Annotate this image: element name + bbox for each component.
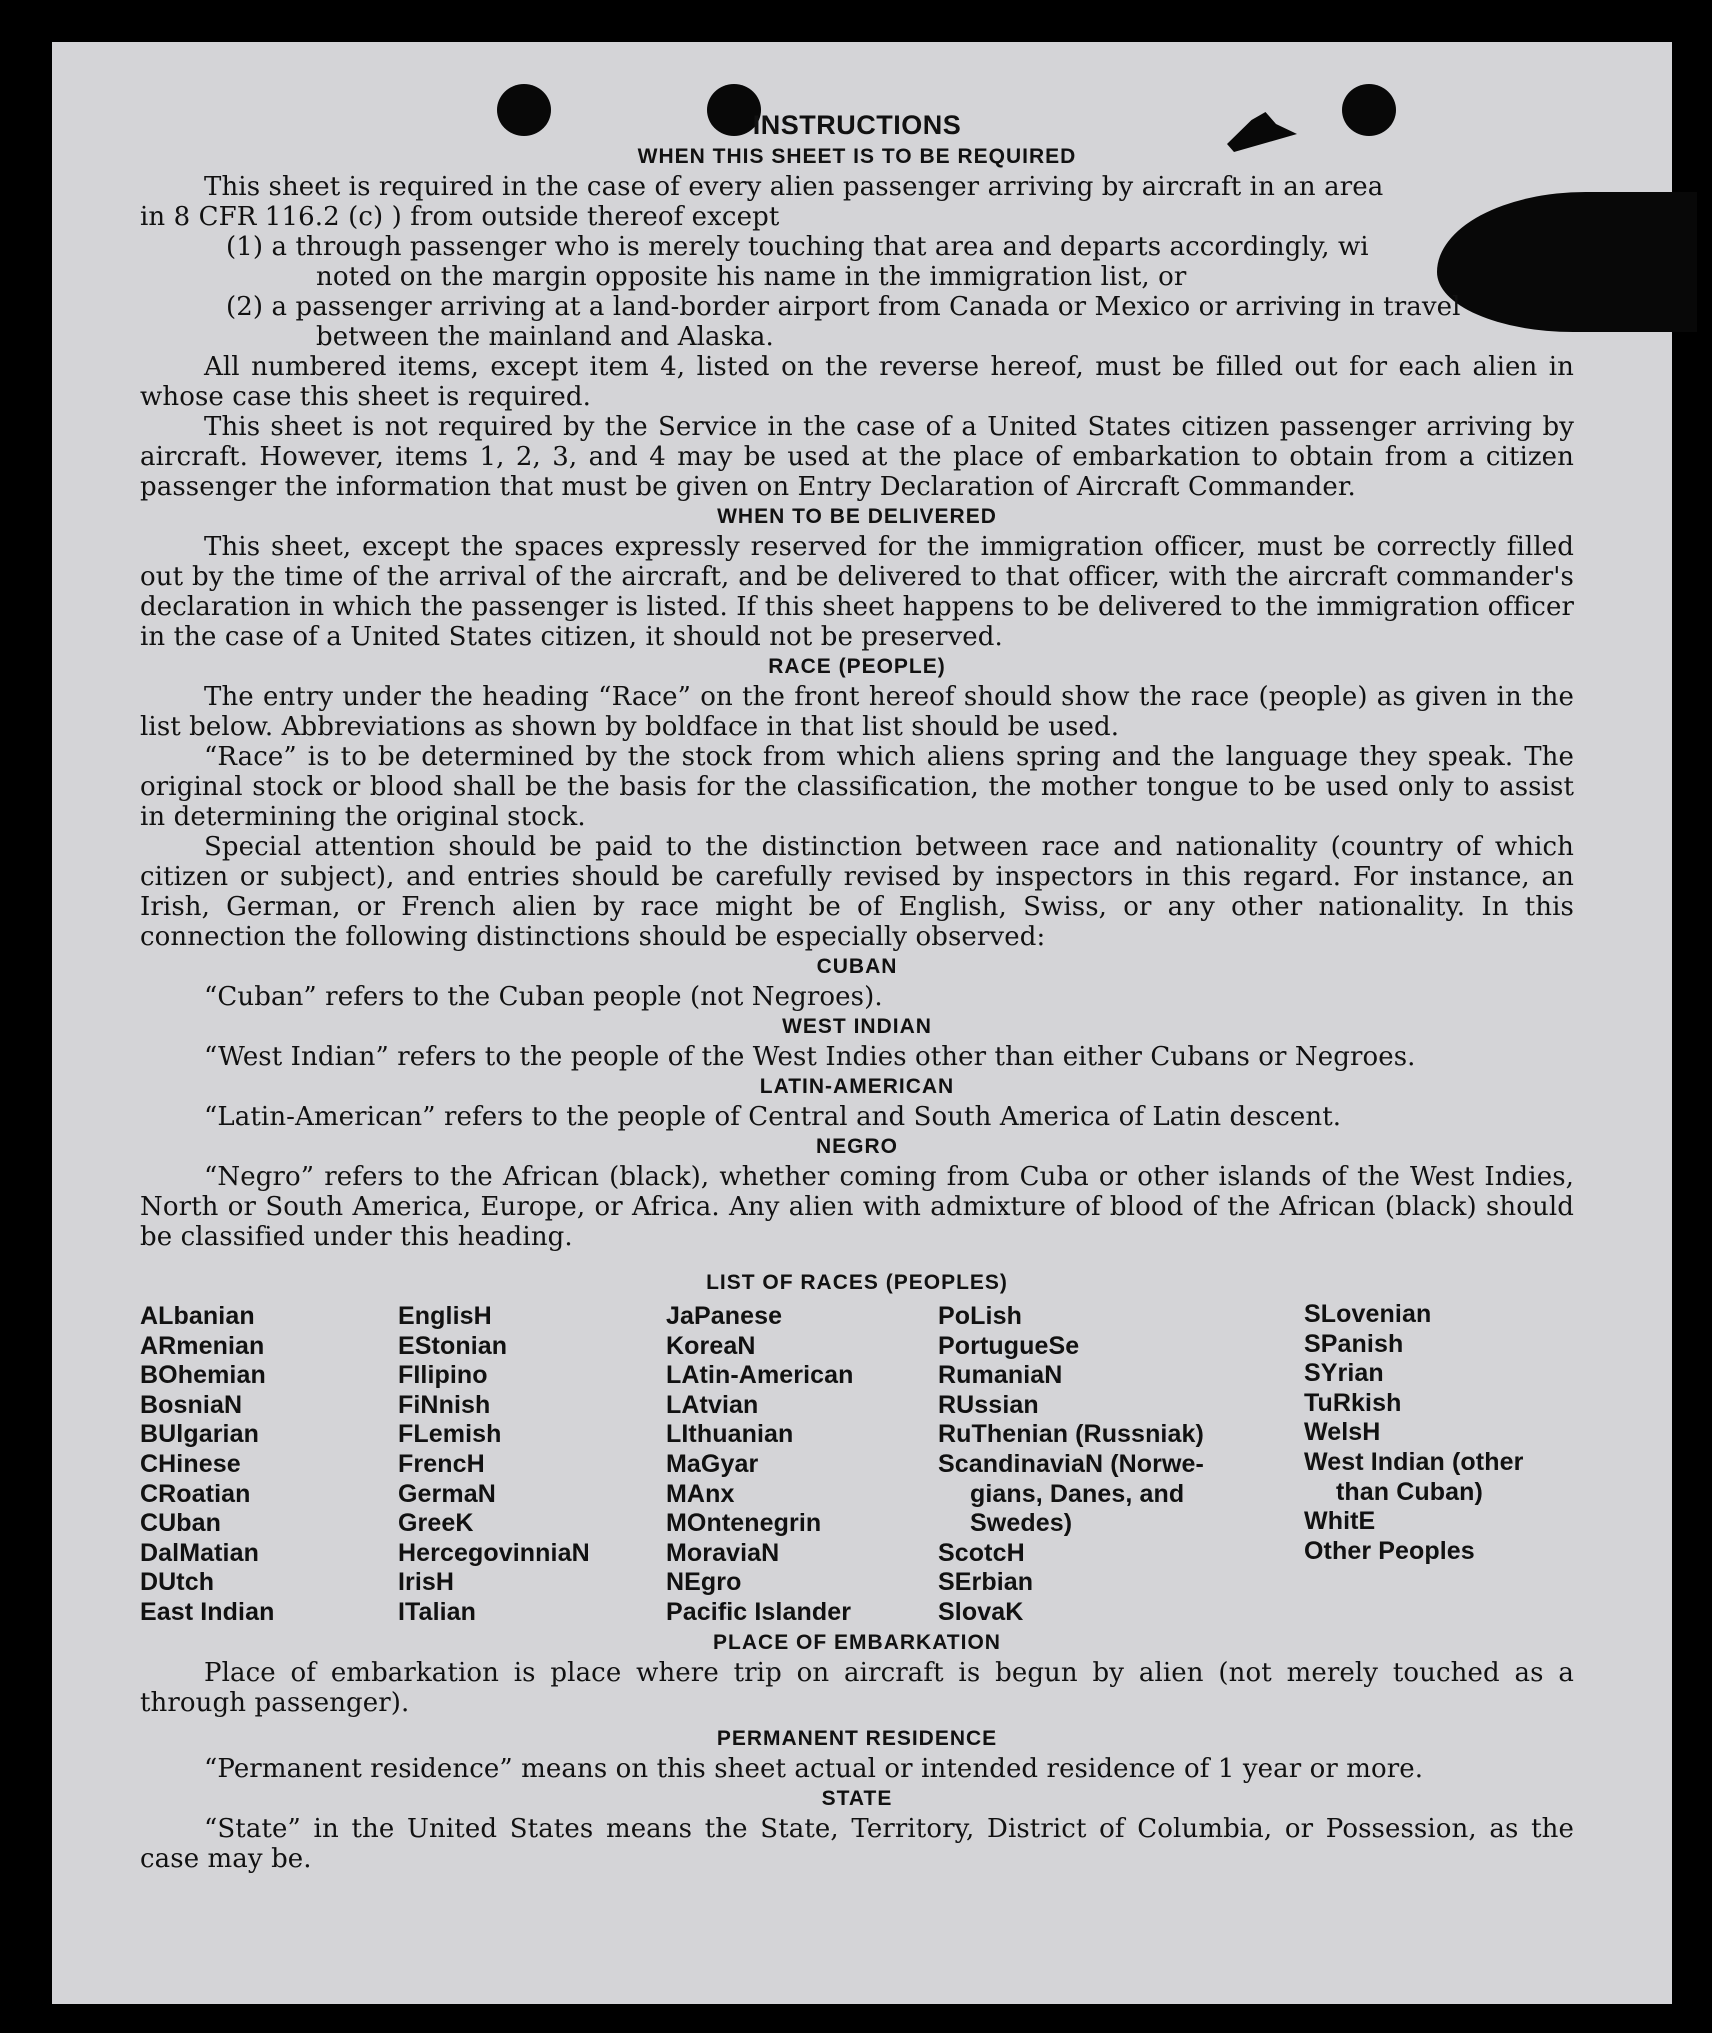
race-entry-continuation: gians, Danes, and <box>970 1479 1185 1508</box>
list-item: (2) a passenger arriving at a land-border airport from Canada or Mexico or arriving in travel <box>226 292 1461 322</box>
race-entry: WelsH <box>1304 1418 1381 1447</box>
section-heading-race: RACE (PEOPLE) <box>768 655 946 678</box>
race-entry: BosniaN <box>140 1390 243 1419</box>
race-entry: SlovaK <box>938 1597 1024 1626</box>
race-entry: Pacific Islander <box>666 1597 852 1626</box>
section-heading-state: STATE <box>821 1786 893 1810</box>
race-entry: KoreaN <box>666 1331 756 1360</box>
paragraph: “West Indian” refers to the people of the West Indies other than either Cubans or Negroes. <box>204 1042 1416 1072</box>
race-entry: EStonian <box>398 1331 508 1360</box>
section-heading-embarkation: PLACE OF EMBARKATION <box>713 1630 1001 1654</box>
paragraph: “Race” is to be determined by the stock from which aliens spring and the language they speak. The original stock or blood shall be the basis for the classification, the mother tongue to be used only to assist in determining the original stock. <box>140 742 1574 832</box>
race-entry: SPanish <box>1304 1329 1404 1358</box>
race-entry: GreeK <box>398 1509 474 1538</box>
race-entry: SErbian <box>938 1568 1034 1597</box>
race-entry: LIthuanian <box>666 1420 794 1449</box>
section-heading-permanent-residence: PERMANENT RESIDENCE <box>716 1726 998 1750</box>
paragraph: in 8 CFR 116.2 (c) ) from outside thereof except <box>140 202 780 232</box>
race-entry-continuation: than Cuban) <box>1336 1477 1483 1506</box>
race-entry: FiNnish <box>398 1390 491 1419</box>
race-entry: MOntenegrin <box>666 1509 822 1538</box>
race-entry-continuation: Swedes) <box>970 1509 1073 1538</box>
paragraph: Special attention should be paid to the distinction between race and nationality (country of which citizen or subject), and entries should be carefully revised by inspectors in this regard. For instance, an Irish, German, or French alien by race might be of English, Swiss, or any other nationality. In this connection the following distinctions should be especially observed: <box>140 832 1574 952</box>
race-entry: IrisH <box>398 1568 455 1597</box>
race-entry: PoLish <box>938 1302 1022 1330</box>
race-entry: BOhemian <box>140 1361 266 1390</box>
race-entry: ScandinaviaN (Norwe- <box>938 1449 1204 1478</box>
section-heading-list-of-races: LIST OF RACES (PEOPLES) <box>706 1271 1008 1294</box>
race-column <box>140 1302 398 1628</box>
section-heading-cuban: CUBAN <box>816 955 898 978</box>
race-entry: LAtvian <box>666 1390 759 1419</box>
section-heading-west-indian: WEST INDIAN <box>782 1015 932 1038</box>
race-column <box>398 1302 666 1628</box>
list-item-continuation: between the mainland and Alaska. <box>316 322 774 352</box>
race-entry: BUlgarian <box>140 1420 259 1449</box>
race-entry: TuRkish <box>1304 1388 1402 1417</box>
race-entry: SLovenian <box>1304 1300 1432 1328</box>
list-item: (1) a through passenger who is merely touching that area and departs accordingly, wi <box>226 232 1369 262</box>
race-entry: CHinese <box>140 1449 241 1478</box>
race-list <box>140 1302 1574 1628</box>
race-entry: SYrian <box>1304 1359 1384 1388</box>
race-entry: ScotcH <box>938 1538 1025 1567</box>
race-entry: PortugueSe <box>938 1331 1080 1360</box>
race-entry: MoraviaN <box>666 1538 780 1567</box>
race-column <box>666 1302 938 1628</box>
race-entry: DUtch <box>140 1568 215 1597</box>
paragraph: “State” in the United States means the State, Territory, District of Columbia, or Possession, as the case may be. <box>140 1813 1574 1874</box>
paragraph: All numbered items, except item 4, listed on the reverse hereof, must be filled out for each alien in whose case this sheet is required. <box>140 352 1574 412</box>
race-entry: FIlipino <box>398 1361 488 1390</box>
page-title: INSTRUCTIONS <box>752 110 962 140</box>
race-entry: ALbanian <box>140 1302 255 1330</box>
race-column <box>1304 1300 1574 1628</box>
section-heading-when-required: WHEN THIS SHEET IS TO BE REQUIRED <box>637 145 1077 168</box>
race-column <box>938 1302 1304 1628</box>
race-entry: HercegovinniaN <box>398 1538 590 1567</box>
paragraph: “Latin-American” refers to the people of Central and South America of Latin descent. <box>204 1102 1342 1132</box>
section-heading-negro: NEGRO <box>815 1135 898 1158</box>
paragraph: “Permanent residence” means on this sheet actual or intended residence of 1 year or more. <box>204 1753 1424 1784</box>
paragraph: “Cuban” refers to the Cuban people (not Negroes). <box>204 982 883 1012</box>
paragraph: “Negro” refers to the African (black), whether coming from Cuba or other islands of the West Indies, North or South America, Europe, or Africa. Any alien with admixture of blood of the African (black) should be classified under this heading. <box>140 1162 1574 1252</box>
paragraph: This sheet is not required by the Service in the case of a United States citizen passenger arriving by aircraft. However, items 1, 2, 3, and 4 may be used at the place of embarkation to obtain from a citizen passenger the information that must be given on Entry Declaration of Aircraft Commander. <box>140 412 1574 502</box>
paragraph: This sheet, except the spaces expressly reserved for the immigration officer, must be correctly filled out by the time of the arrival of the aircraft, and be delivered to that officer, with the aircraft commander's declaration in which the passenger is listed. If this sheet happens to be delivered to the immigration officer in the case of a United States citizen, it should not be preserved. <box>140 532 1574 652</box>
race-entry: LAtin-American <box>666 1361 854 1390</box>
race-entry: EnglisH <box>398 1302 492 1330</box>
race-entry: Other Peoples <box>1304 1536 1475 1565</box>
list-item-continuation: noted on the margin opposite his name in the immigration list, or <box>316 262 1187 292</box>
race-entry: FLemish <box>398 1420 502 1449</box>
paragraph: This sheet is required in the case of every alien passenger arriving by aircraft in an area <box>204 172 1384 202</box>
race-entry: GermaN <box>398 1479 496 1508</box>
paragraph: The entry under the heading “Race” on the front hereof should show the race (people) as given in the list below. Abbreviations as shown by boldface in that list should be used. <box>140 682 1574 742</box>
race-entry: ARmenian <box>140 1331 265 1360</box>
race-entry: JaPanese <box>666 1302 783 1330</box>
section-heading-when-delivered: WHEN TO BE DELIVERED <box>717 505 997 528</box>
race-entry: FrencH <box>398 1449 485 1478</box>
race-entry: RumaniaN <box>938 1361 1063 1390</box>
race-entry: CUban <box>140 1509 222 1538</box>
race-entry: MaGyar <box>666 1449 759 1478</box>
race-entry: ITalian <box>398 1597 477 1626</box>
race-entry: West Indian (other <box>1304 1447 1524 1476</box>
race-entry: NEgro <box>666 1568 742 1597</box>
race-entry: RuThenian (Russniak) <box>938 1420 1204 1449</box>
race-entry: DalMatian <box>140 1538 259 1567</box>
race-entry: RUssian <box>938 1390 1039 1419</box>
section-heading-latin-american: LATIN-AMERICAN <box>759 1075 955 1098</box>
race-entry: WhitE <box>1304 1507 1376 1536</box>
race-entry: East Indian <box>140 1597 275 1626</box>
paragraph: Place of embarkation is place where trip on aircraft is begun by alien (not merely touched as a through passenger). <box>140 1657 1574 1718</box>
race-entry: MAnx <box>666 1479 735 1508</box>
race-entry: CRoatian <box>140 1479 251 1508</box>
instructions-content <box>140 108 1574 1874</box>
